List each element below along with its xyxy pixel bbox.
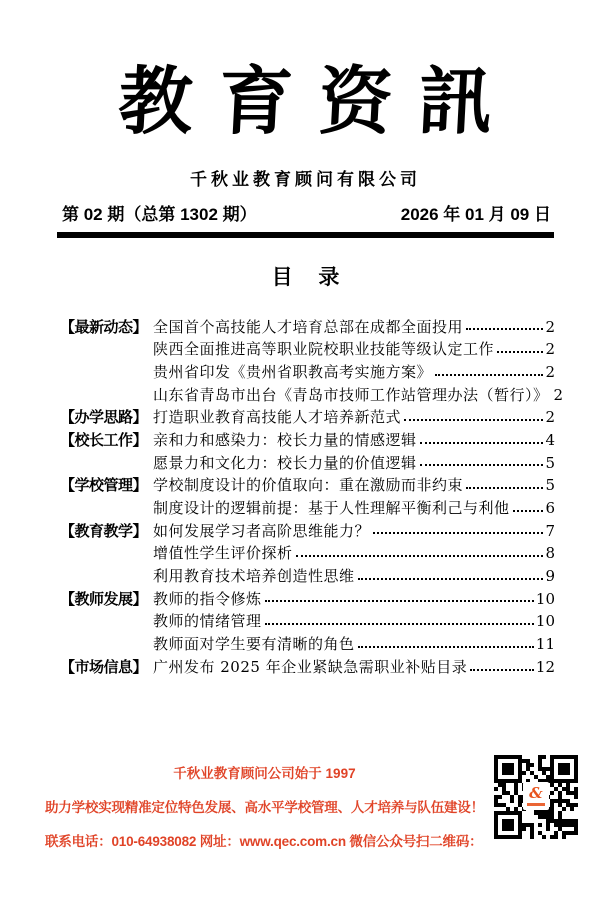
toc-page-number: 4 — [545, 430, 555, 449]
toc-page-number: 11 — [535, 635, 555, 654]
toc-page-number: 10 — [535, 589, 555, 608]
toc-entry — [60, 338, 555, 361]
toc-entry — [60, 588, 555, 611]
toc-page-number: 6 — [545, 499, 555, 517]
newsletter-title: 教育资訊 — [116, 59, 521, 145]
toc-entry-title: 全国首个高技能人才培育总部在成都全面投用 — [153, 317, 464, 336]
toc-entry-title: 打造职业教育高技能人才培养新范式 — [153, 408, 402, 427]
footer — [45, 755, 567, 850]
toc-entry — [60, 474, 555, 497]
issue-date: 2026 年 01 月 09 日 — [400, 204, 551, 224]
toc-entry — [60, 452, 555, 475]
toc-category-label: 【最新动态】 — [60, 318, 148, 336]
toc-page-number: 2 — [545, 317, 555, 336]
toc-page-number: 10 — [535, 612, 555, 631]
toc-entry-title: 利用教育技术培养创造性思维 — [153, 567, 355, 586]
toc-entry-title: 陕西全面推进高等职业院校职业技能等级认定工作 — [153, 340, 495, 359]
toc-page-number: 5 — [545, 453, 555, 472]
toc-entry-title: 学校制度设计的价值取向：重在激励而非约束 — [153, 476, 464, 495]
toc-page-number: 8 — [545, 544, 555, 563]
toc-entry-title: 教师的情绪管理 — [153, 612, 262, 631]
issue-row — [62, 200, 551, 225]
toc-entry-title: 教师的指令修炼 — [153, 589, 262, 608]
toc-heading: 目 录 — [271, 265, 350, 289]
toc-entry-title: 教师面对学生要有清晰的角色 — [153, 635, 355, 654]
toc-entry — [60, 316, 555, 339]
toc-category-label: 【校长工作】 — [60, 431, 148, 449]
qr-center-logo — [523, 782, 549, 810]
toc-page-number: 5 — [545, 476, 555, 495]
toc-entry — [60, 406, 555, 429]
footer-company-since: 千秋业教育顾问公司始于 1997 — [173, 766, 356, 781]
toc-dot-leader — [435, 374, 543, 376]
toc-entry — [60, 429, 555, 452]
toc-dot-leader — [420, 464, 544, 466]
toc-page-number: 2 — [553, 385, 564, 404]
toc-entry-title: 亲和力和感染力：校长力量的情感逻辑 — [153, 430, 417, 449]
toc-dot-leader — [466, 487, 543, 489]
toc-page-number: 12 — [535, 657, 555, 676]
toc-dot-leader — [296, 555, 544, 557]
toc-dot-leader — [466, 328, 543, 330]
toc-entry — [60, 633, 555, 656]
toc-entry — [60, 361, 555, 384]
toc-category-label: 【学校管理】 — [60, 477, 148, 495]
toc-entry-title: 愿景力和文化力：校长力量的价值逻辑 — [153, 453, 417, 472]
toc-page-number: 2 — [545, 340, 555, 359]
issue-number: 第 02 期（总第 1302 期） — [62, 204, 257, 224]
toc-dot-leader — [470, 669, 534, 671]
toc-dot-leader — [358, 646, 534, 648]
toc-dot-leader — [265, 623, 534, 625]
wechat-qr-code — [494, 755, 578, 839]
toc-entry-title: 广州发布 2025 年企业紧缺急需职业补贴目录 — [153, 657, 468, 676]
toc-entry — [60, 384, 564, 407]
toc-entry — [60, 656, 555, 679]
company-name: 千秋业教育顾问有限公司 — [190, 169, 421, 190]
toc-entry-title: 山东省青岛市出台《青岛市技师工作站管理办法（暂行）》 — [153, 385, 549, 404]
toc-dot-leader — [497, 351, 543, 353]
toc-dot-leader — [358, 578, 544, 580]
toc-page-number: 7 — [545, 521, 555, 540]
toc-entry-title: 贵州省印发《贵州省职教高考实施方案》 — [153, 362, 433, 381]
toc-entry-title: 如何发展学习者高阶思维能力？ — [153, 521, 371, 540]
toc-dot-leader — [373, 532, 543, 534]
toc-category-label: 【办学思路】 — [60, 409, 148, 427]
double-rule-divider — [57, 232, 554, 238]
toc-entry — [60, 565, 555, 588]
toc-dot-leader — [513, 510, 544, 512]
toc-dot-leader — [420, 442, 544, 444]
qr-logo-text-bar — [527, 803, 545, 806]
toc-entry-title: 制度设计的逻辑前提：基于人性理解平衡利己与利他 — [153, 499, 510, 517]
footer-text-block — [45, 755, 484, 850]
toc-category-label: 【教育教学】 — [60, 522, 148, 540]
footer-slogan: 助力学校实现精准定位特色发展、高水平学校管理、人才培养与队伍建设！ — [45, 800, 484, 815]
toc-category-label: 【市场信息】 — [60, 658, 148, 676]
toc-entry-title: 增值性学生评价探析 — [153, 544, 293, 563]
toc-dot-leader — [265, 600, 534, 602]
toc-dot-leader — [404, 419, 543, 421]
toc-page-number: 2 — [545, 408, 555, 427]
qr-logo-glyph: & — [529, 784, 543, 802]
toc-page-number: 2 — [545, 362, 555, 381]
footer-contact-info: 联系电话：010-64938082 网址：www.qec.com.cn 微信公众号扫二维码： — [45, 834, 483, 849]
toc-category-label: 【教师发展】 — [60, 590, 148, 608]
toc-list — [60, 316, 564, 679]
toc-entry — [60, 542, 555, 565]
newsletter-page — [0, 56, 611, 906]
toc-entry — [60, 520, 555, 543]
toc-page-number: 9 — [545, 567, 555, 586]
toc-entry — [60, 497, 555, 520]
toc-entry — [60, 610, 555, 633]
